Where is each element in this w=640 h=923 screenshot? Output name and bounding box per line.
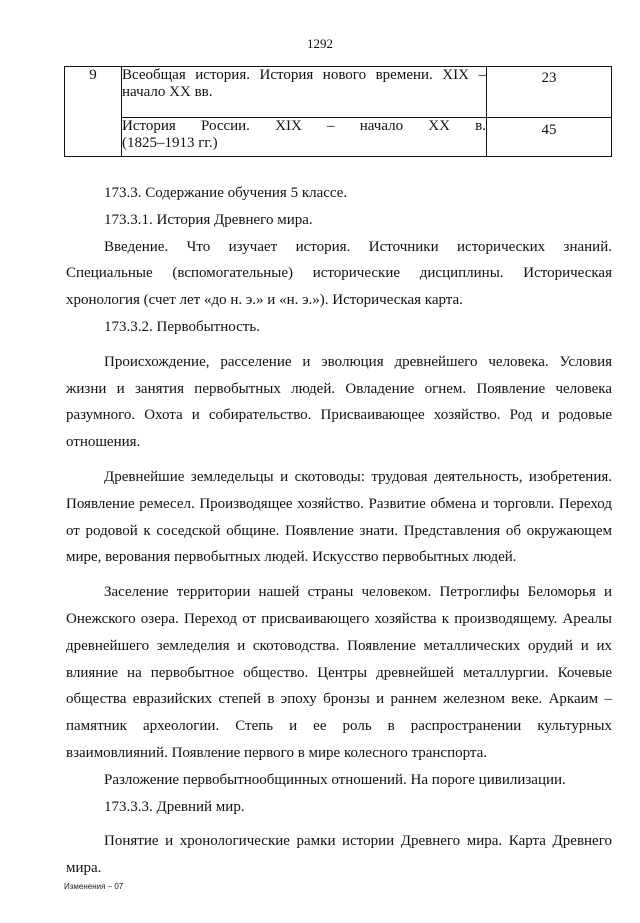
paragraph-introduction: Введение. Что изучает история. Источники исторических знаний. Специальные (вспомогательные) исторические дисциплины. Историческая хронология (счет лет «до н. э.» и «н. э.»). Историческая карта. bbox=[66, 238, 612, 309]
hours-general-history: 23 bbox=[541, 70, 557, 86]
section-heading: 173.3.1. История Древнего мира. bbox=[104, 211, 313, 228]
paragraph-ancient-world: Понятие и хронологические рамки истории Древнего мира. Карта Древнего мира. bbox=[66, 833, 612, 877]
course-title-line: начало XX вв. bbox=[122, 84, 213, 100]
row-number-cell bbox=[65, 67, 122, 157]
course-title-cell bbox=[122, 67, 487, 118]
table-row bbox=[65, 118, 612, 157]
course-title-russian-history bbox=[122, 118, 486, 152]
table-row bbox=[65, 67, 612, 118]
course-title-line: Всеобщая история. История нового времени. XIX – bbox=[122, 67, 486, 83]
footer-note: Изменения – 07 bbox=[64, 882, 124, 891]
hours-cell bbox=[487, 67, 612, 118]
hours-cell bbox=[487, 118, 612, 157]
document-body bbox=[66, 180, 612, 882]
course-title-line: История России. XIX – начало XX в. bbox=[122, 118, 486, 134]
paragraph-farmers: Древнейшие земледельцы и скотоводы: трудовая деятельность, изобретения. Появление ремесел. Производящее хозяйство. Развитие обмена и торговли. Переход от родовой к соседской общине. Появление знати. Представления об окружающем мире, верования первобытных людей. Искусство первобытных людей. bbox=[66, 468, 612, 566]
section-heading: 173.3.2. Первобытность. bbox=[104, 318, 260, 335]
course-title-cell bbox=[122, 118, 487, 157]
section-heading: 173.3. Содержание обучения 5 классе. bbox=[104, 185, 348, 201]
curriculum-table bbox=[64, 66, 612, 157]
course-title-line: (1825–1913 гг.) bbox=[122, 135, 218, 151]
page-number: 1292 bbox=[307, 36, 333, 51]
paragraph-origin: Происхождение, расселение и эволюция древнейшего человека. Условия жизни и занятия первобытных людей. Овладение огнем. Появление человека разумного. Охота и собирательство. Присваивающее хозяйство. Род и родовые отношения. bbox=[66, 353, 612, 451]
row-number: 9 bbox=[89, 67, 97, 83]
hours-russian-history: 45 bbox=[541, 122, 557, 138]
course-title-general-history bbox=[122, 67, 486, 101]
section-heading: 173.3.3. Древний мир. bbox=[104, 798, 245, 815]
paragraph-decay: Разложение первобытнообщинных отношений. На пороге цивилизации. bbox=[104, 771, 566, 788]
paragraph-settlement: Заселение территории нашей страны человеком. Петроглифы Беломорья и Онежского озера. Переход от присваивающего хозяйства к производящему. Ареалы древнейшего земледелия и скотоводства. Появление металлических орудий и их влияние на первобытное общество. Центры древнейшей металлургии. Кочевые общества евразийских степей в эпоху бронзы и раннем железном веке. Аркаим – памятник археологии. Степь и ее роль в распространении культурных взаимовлияний. Появление первого в мире колесного транспорта. bbox=[66, 584, 612, 761]
